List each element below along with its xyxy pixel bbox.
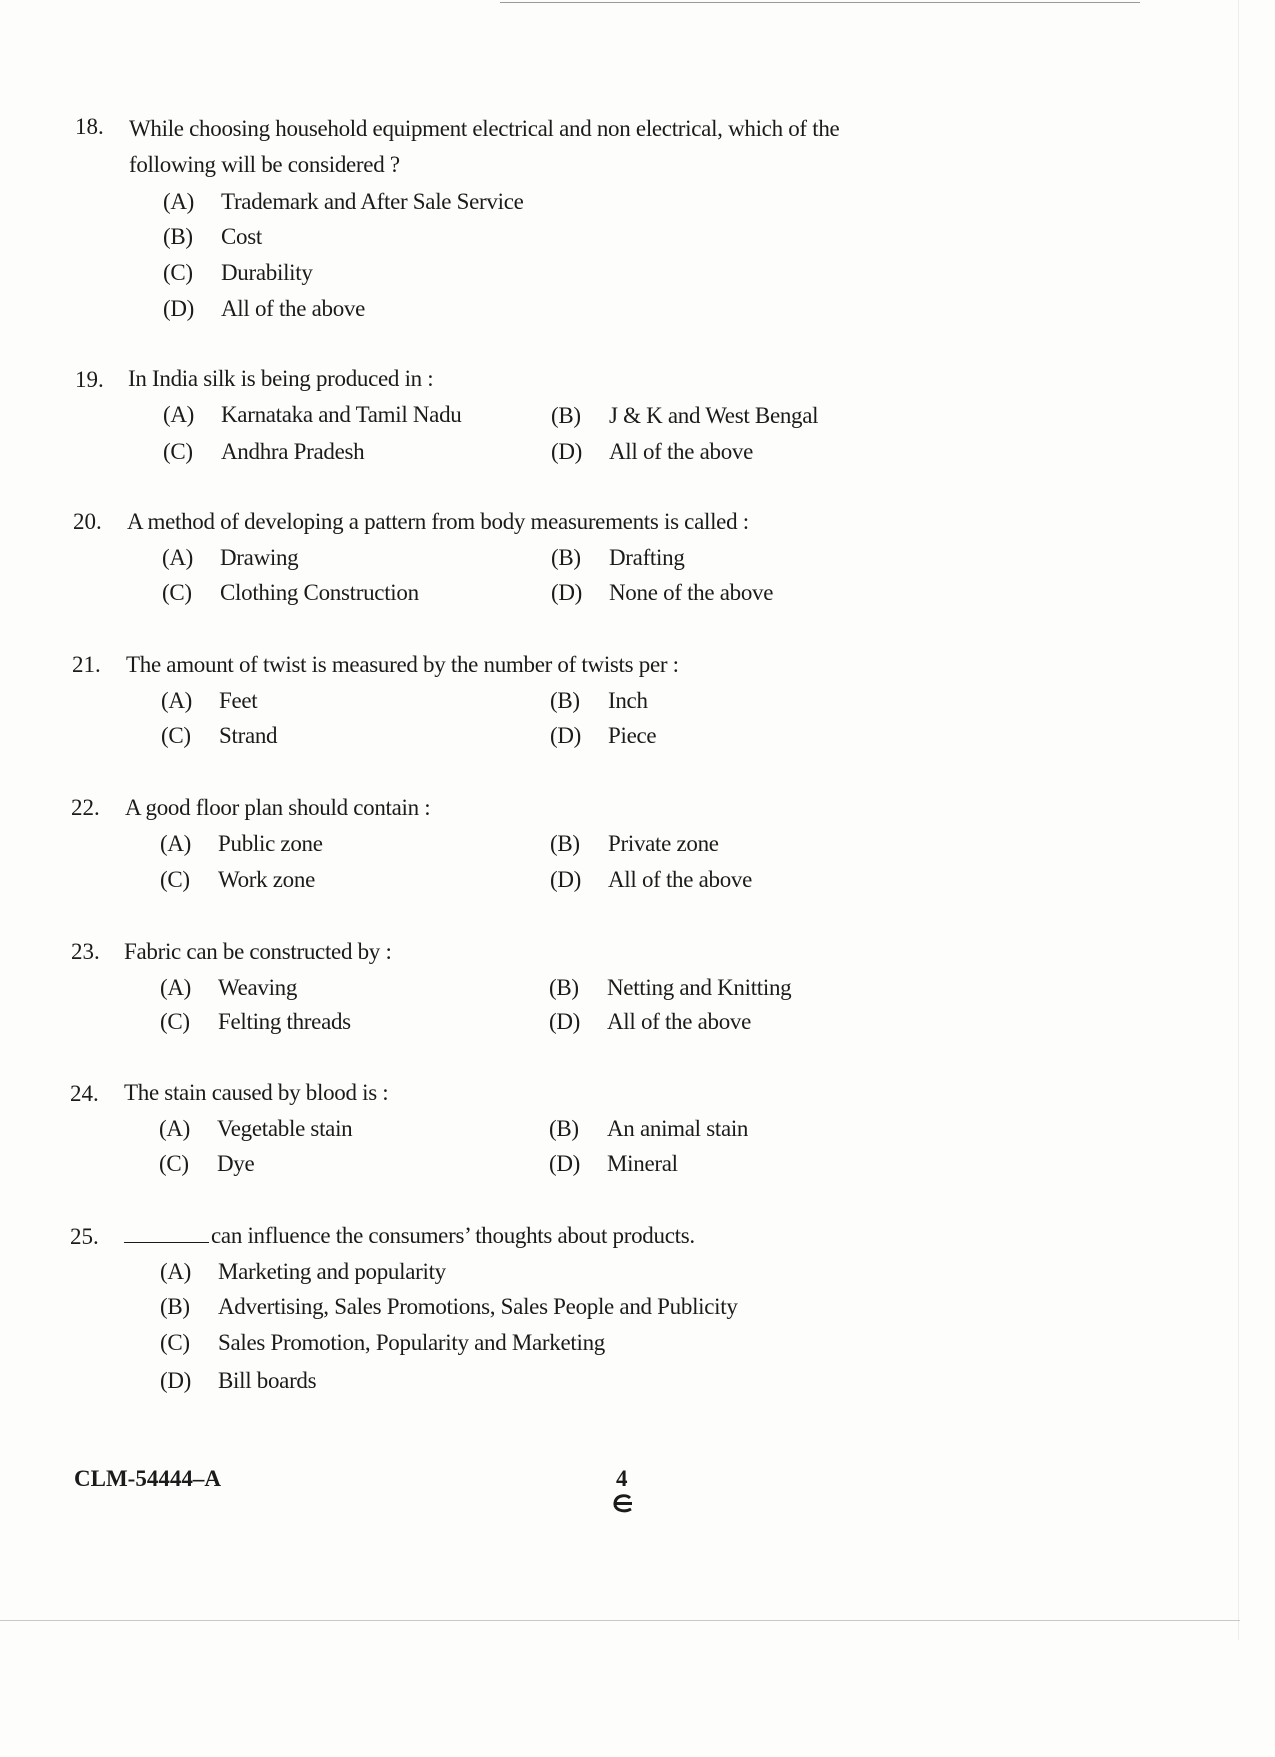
option-d: (D) All of the above xyxy=(550,867,753,892)
option-c: (C) Sales Promotion, Popularity and Marketing xyxy=(160,1330,605,1355)
option-a: (A) Drawing xyxy=(162,545,299,570)
option-d: (D) Piece xyxy=(550,723,657,748)
option-c: (C) Felting threads xyxy=(160,1009,351,1034)
option-b: (B) An animal stain xyxy=(549,1116,749,1141)
option-b: (B) Drafting xyxy=(551,545,685,570)
question-stem: The amount of twist is measured by the number of twists per : xyxy=(126,652,679,677)
top-scan-line xyxy=(500,2,1140,3)
question-number: 23. xyxy=(71,939,100,964)
option-b: (B) Cost xyxy=(163,224,262,249)
option-d: (D) All of the above xyxy=(551,439,754,464)
option-b: (B) Advertising, Sales Promotions, Sales People and Publicity xyxy=(160,1294,738,1319)
question-number: 18. xyxy=(75,114,104,139)
question-stem: A good floor plan should contain : xyxy=(125,795,431,820)
question-number: 24. xyxy=(70,1081,99,1106)
paper-code: CLM-54444–A xyxy=(74,1466,221,1491)
fill-in-blank xyxy=(124,1222,209,1243)
question-number: 19. xyxy=(75,367,104,392)
option-c: (C) Strand xyxy=(161,723,278,748)
page-number: 4 xyxy=(616,1466,628,1491)
question-stem: In India silk is being produced in : xyxy=(128,366,434,391)
question-number: 20. xyxy=(73,509,102,534)
option-a: (A) Marketing and popularity xyxy=(160,1259,446,1284)
question-stem: A method of developing a pattern from body measurements is called : xyxy=(127,509,749,534)
question-stem-continued: following will be considered ? xyxy=(129,152,400,177)
option-c: (C) Work zone xyxy=(160,867,315,892)
option-a: (A) Trademark and After Sale Service xyxy=(163,189,524,214)
question-stem: can influence the consumers’ thoughts about products. xyxy=(124,1218,695,1254)
option-d: (D) Mineral xyxy=(549,1151,678,1176)
option-d: (D) None of the above xyxy=(551,580,774,605)
option-a: (A) Karnataka and Tamil Nadu xyxy=(163,402,462,427)
option-a: (A) Vegetable stain xyxy=(159,1116,353,1141)
option-b: (B) Netting and Knitting xyxy=(549,975,792,1000)
question-stem: While choosing household equipment electrical and non electrical, which of the xyxy=(129,116,840,141)
option-b: (B) J & K and West Bengal xyxy=(551,403,819,428)
option-c: (C) Dye xyxy=(159,1151,255,1176)
option-b: (B) Private zone xyxy=(550,831,719,856)
option-d: (D) Bill boards xyxy=(160,1368,317,1393)
option-c: (C) Durability xyxy=(163,260,313,285)
option-c: (C) Andhra Pradesh xyxy=(163,439,365,464)
bottom-scan-line xyxy=(0,1620,1240,1621)
option-d: (D) All of the above xyxy=(549,1009,752,1034)
option-d: (D) All of the above xyxy=(163,296,366,321)
question-number: 22. xyxy=(71,795,100,820)
question-number: 25. xyxy=(70,1224,99,1249)
question-number: 21. xyxy=(72,652,101,677)
option-b: (B) Inch xyxy=(550,688,648,713)
question-stem: The stain caused by blood is : xyxy=(124,1080,389,1105)
question-stem: Fabric can be constructed by : xyxy=(124,939,392,964)
option-a: (A) Public zone xyxy=(160,831,323,856)
option-c: (C) Clothing Construction xyxy=(162,580,419,605)
series-mark-icon xyxy=(612,1494,634,1514)
option-a: (A) Weaving xyxy=(160,975,298,1000)
right-scan-edge xyxy=(1238,0,1239,1640)
option-a: (A) Feet xyxy=(161,688,258,713)
